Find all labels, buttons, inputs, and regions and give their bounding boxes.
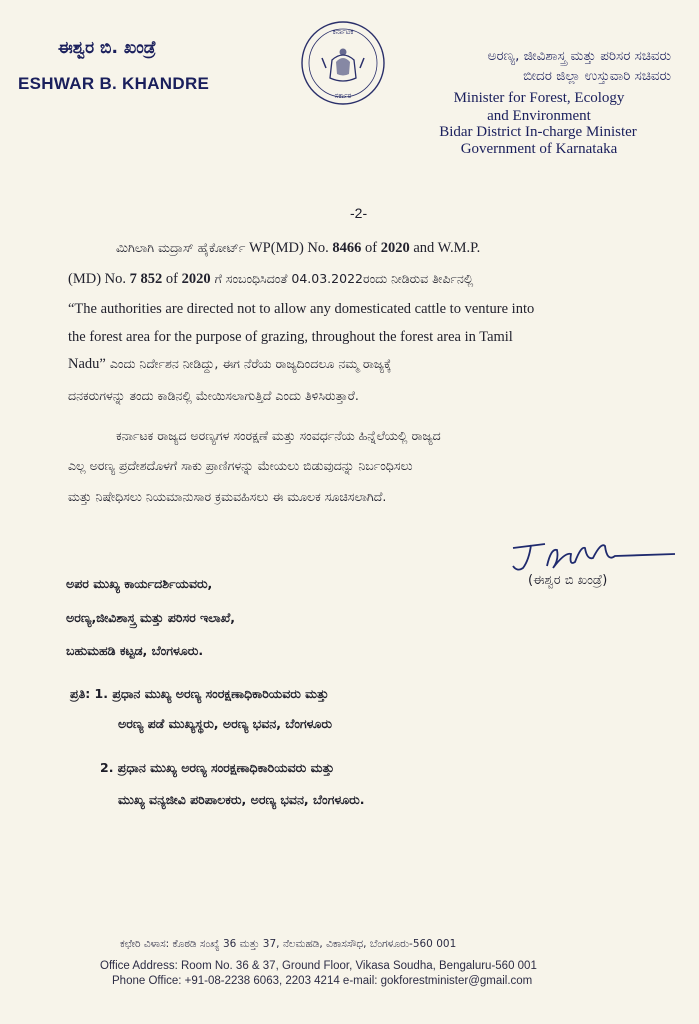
copy-1-line-2: ಅರಣ್ಯ ಪಡೆ ಮುಖ್ಯಸ್ಥರು, ಅರಣ್ಯ ಭವನ, ಬೆಂಗಳೂರು	[118, 716, 332, 731]
p1-l2-num1: 7 852	[129, 271, 163, 287]
paragraph-1-line-1	[116, 240, 480, 257]
seal-text-top: ಕರ್ನಾಟಕ	[332, 28, 354, 36]
p1-l5-en: Nadu”	[68, 356, 106, 372]
p1-l2-kannada: ಗೆ ಸಂಬಂಧಿಸಿದಂತೆ 04.03.2022ರಂದು ನೀಡಿರುವ ತೀರ್ಪಿನಲ್ಲಿ	[210, 271, 474, 286]
footer-phone-email: Phone Office: +91-08-2238 6063, 2203 4214 e-mail: gokforestminister@gmail.com	[112, 975, 533, 987]
p1-l1-kannada: ಮಿಗಿಲಾಗಿ ಮದ್ರಾಸ್ ಹೈಕೋರ್ಟ್	[116, 240, 246, 255]
paragraph-1-line-6: ದನಕರುಗಳನ್ನು ತಂದು ಕಾಡಿನಲ್ಲಿ ಮೇಯಿಸಲಾಗುತ್ತಿದೆ ಎಂದು ತಿಳಿಸಿರುತ್ತಾರೆ.	[68, 388, 359, 403]
designation-english-2: and Environment	[487, 108, 591, 124]
designation-english-4: Government of Karnataka	[460, 141, 618, 157]
designation-english-3: Bidar District In-charge Minister	[439, 124, 637, 140]
paragraph-1-line-5	[68, 356, 391, 373]
footer-address-kannada: ಕಛೇರಿ ವಿಳಾಸ: ಕೊಠಡಿ ಸಂಖ್ಯೆ 36 ಮತ್ತು 37, ನೆಲಮಹಡಿ, ವಿಕಾಸಸೌಧ, ಬೆಂಗಳೂರು-560 001	[120, 938, 457, 950]
addressee-line-3: ಬಹುಮಹಡಿ ಕಟ್ಟಡ, ಬೆಂಗಳೂರು.	[66, 643, 204, 658]
p1-l2-en-b: of	[162, 271, 182, 287]
paragraph-1-line-2	[68, 271, 473, 288]
designation-kannada-1: ಅರಣ್ಯ, ಜೀವಿಶಾಸ್ತ್ರ ಮತ್ತು ಪರಿಸರ ಸಚಿವರು	[487, 48, 671, 64]
paragraph-2-line-2: ಎಲ್ಲ ಅರಣ್ಯ ಪ್ರದೇಶದೊಳಗೆ ಸಾಕು ಪ್ರಾಣಿಗಳನ್ನು ಮೇಯಲು ಬಿಡುವುದನ್ನು ನಿರ್ಬಂಧಿಸಲು	[68, 458, 413, 473]
p1-l1-num1: 8466	[332, 240, 362, 256]
footer-address-english: Office Address: Room No. 36 & 37, Ground Floor, Vikasa Soudha, Bengaluru-560 001	[100, 960, 537, 972]
p1-l1-en-b: of	[361, 240, 381, 256]
paragraph-1-line-4: the forest area for the purpose of grazing, throughout the forest area in Tamil	[68, 329, 513, 345]
handwritten-signature	[505, 538, 680, 578]
p1-l1-en-a: WP(MD) No.	[245, 240, 333, 256]
minister-name-english: ESHWAR B. KHANDRE	[18, 74, 210, 93]
copy-2-line-1: 2. ಪ್ರಧಾನ ಮುಖ್ಯ ಅರಣ್ಯ ಸಂರಕ್ಷಣಾಧಿಕಾರಿಯವರು ಮತ್ತು	[100, 760, 335, 775]
government-seal-icon	[300, 20, 386, 106]
page-number: -2-	[350, 205, 368, 221]
designation-english-1: Minister for Forest, Ecology	[453, 90, 625, 106]
paragraph-1-line-3: “The authorities are directed not to allow any domesticated cattle to venture into	[68, 301, 535, 317]
p1-l2-en-a: (MD) No.	[68, 271, 130, 287]
copy-1-line-1: ಪ್ರತಿ: 1. ಪ್ರಧಾನ ಮುಖ್ಯ ಅರಣ್ಯ ಸಂರಕ್ಷಣಾಧಿಕಾರಿಯವರು ಮತ್ತು	[70, 686, 329, 701]
p1-l1-num2: 2020	[380, 240, 410, 256]
p1-l2-num2: 2020	[181, 271, 211, 287]
addressee-line-1: ಅಪರ ಮುಖ್ಯ ಕಾರ್ಯದರ್ಶಿಯವರು,	[66, 576, 213, 591]
addressee-line-2: ಅರಣ್ಯ,ಜೀವಿಶಾಸ್ತ್ರ ಮತ್ತು ಪರಿಸರ ಇಲಾಖೆ,	[66, 610, 236, 625]
designation-kannada-2: ಬೀದರ ಜಿಲ್ಲಾ ಉಸ್ತುವಾರಿ ಸಚಿವರು	[523, 68, 671, 84]
seal-text-bottom: ಸರ್ಕಾರ	[334, 92, 352, 100]
minister-name-kannada: ಈಶ್ವರ ಬಿ. ಖಂಡ್ರೆ	[58, 38, 156, 58]
paragraph-2-line-1: ಕರ್ನಾಟಕ ರಾಜ್ಯದ ಅರಣ್ಯಗಳ ಸಂರಕ್ಷಣೆ ಮತ್ತು ಸಂವರ್ಧನೆಯ ಹಿನ್ನೆಲೆಯಲ್ಲಿ ರಾಜ್ಯದ	[116, 428, 441, 443]
p1-l5-kannada: ಎಂದು ನಿರ್ದೇಶನ ನೀಡಿದ್ದು, ಈಗ ನೆರೆಯ ರಾಜ್ಯದಿಂದಲೂ ನಮ್ಮ ರಾಜ್ಯಕ್ಕೆ	[105, 356, 392, 371]
signatory-name: (ಈಶ್ವರ ಬಿ ಖಂಡ್ರೆ)	[528, 573, 608, 588]
paragraph-2-line-3: ಮತ್ತು ನಿಷೇಧಿಸಲು ನಿಯಮಾನುಸಾರ ಕ್ರಮವಹಿಸಲು ಈ ಮೂಲಕ ಸೂಚಿಸಲಾಗಿದೆ.	[68, 489, 387, 504]
copy-2-line-2: ಮುಖ್ಯ ವನ್ಯಜೀವಿ ಪರಿಪಾಲಕರು, ಅರಣ್ಯ ಭವನ, ಬೆಂಗಳೂರು.	[118, 792, 365, 807]
p1-l1-en-c: and W.M.P.	[409, 240, 481, 256]
